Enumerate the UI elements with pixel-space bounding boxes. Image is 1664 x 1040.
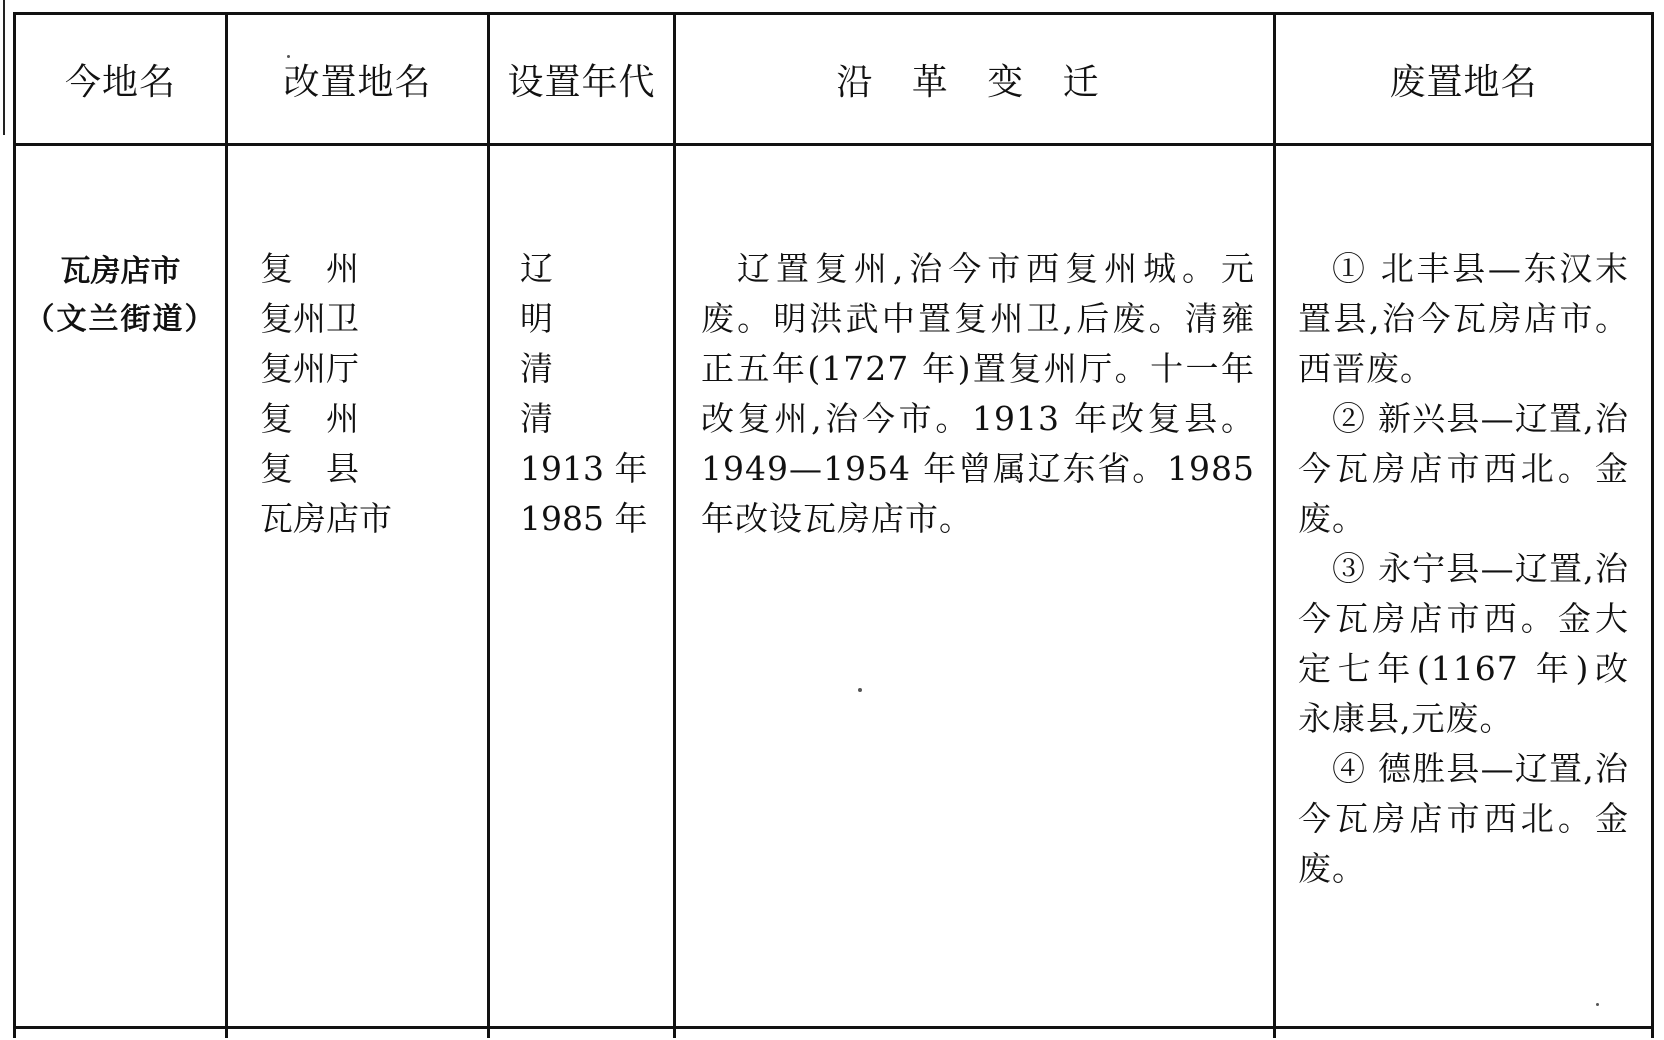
abolished-name-item: ④ 德胜县—辽置,治今瓦房店市西北。金废。 bbox=[1298, 749, 1629, 888]
established-item: 辽 bbox=[520, 249, 553, 288]
header-established: 设置年代 bbox=[489, 14, 675, 145]
header-renamed-names: 改置地名 bbox=[227, 14, 489, 145]
abolished-name-item: ③ 永宁县—辽置,治今瓦房店市西。金大定七年(1167 年)改永康县,元废。 bbox=[1298, 549, 1629, 738]
established-item: 1985 年 bbox=[520, 499, 648, 538]
history-text: 辽置复州,治今市西复州城。元废。明洪武中置复州卫,后废。清雍正五年(1727 年)置复州厅。十一年改复州,治今市。1913 年改复县。1949—1954 年曾属辽东省。1985 年改设瓦房店市。 bbox=[701, 249, 1255, 538]
renamed-name-item: 瓦房店市 bbox=[260, 499, 392, 538]
bottom-rule bbox=[13, 1026, 1651, 1029]
established-item: 明 bbox=[520, 299, 553, 338]
established-item: 1913 年 bbox=[520, 449, 648, 488]
renamed-name-item: 复州厅 bbox=[260, 349, 359, 388]
header-abolished-names: 废置地名 bbox=[1275, 14, 1653, 145]
established-item: 清 bbox=[520, 349, 553, 388]
renamed-name-item: 复 州 bbox=[260, 399, 359, 438]
renamed-name-item: 复 县 bbox=[260, 449, 359, 488]
place-name-table bbox=[13, 12, 1654, 1038]
established-item: 清 bbox=[520, 399, 553, 438]
cell-history bbox=[675, 145, 1275, 1039]
scan-speck bbox=[287, 55, 290, 58]
cell-current-name bbox=[15, 145, 227, 1039]
current-name: 瓦房店市 bbox=[60, 254, 181, 289]
scan-speck bbox=[1596, 1003, 1599, 1006]
current-name-subdistrict: （文兰街道） bbox=[24, 302, 217, 337]
cell-renamed-names bbox=[227, 145, 489, 1039]
cell-established bbox=[489, 145, 675, 1039]
page-edge-line bbox=[3, 0, 5, 135]
table-row bbox=[15, 145, 1653, 1039]
scan-speck bbox=[858, 688, 862, 692]
header-history: 沿 革 变 迁 bbox=[675, 14, 1275, 145]
renamed-name-item: 复州卫 bbox=[260, 299, 359, 338]
header-current-name: 今地名 bbox=[15, 14, 227, 145]
abolished-name-item: ② 新兴县—辽置,治今瓦房店市西北。金废。 bbox=[1298, 399, 1629, 538]
renamed-name-item: 复 州 bbox=[260, 249, 359, 288]
header-row bbox=[15, 14, 1653, 145]
cell-abolished-names bbox=[1275, 145, 1653, 1039]
abolished-name-item: ① 北丰县—东汉末置县,治今瓦房店市。西晋废。 bbox=[1298, 249, 1629, 388]
